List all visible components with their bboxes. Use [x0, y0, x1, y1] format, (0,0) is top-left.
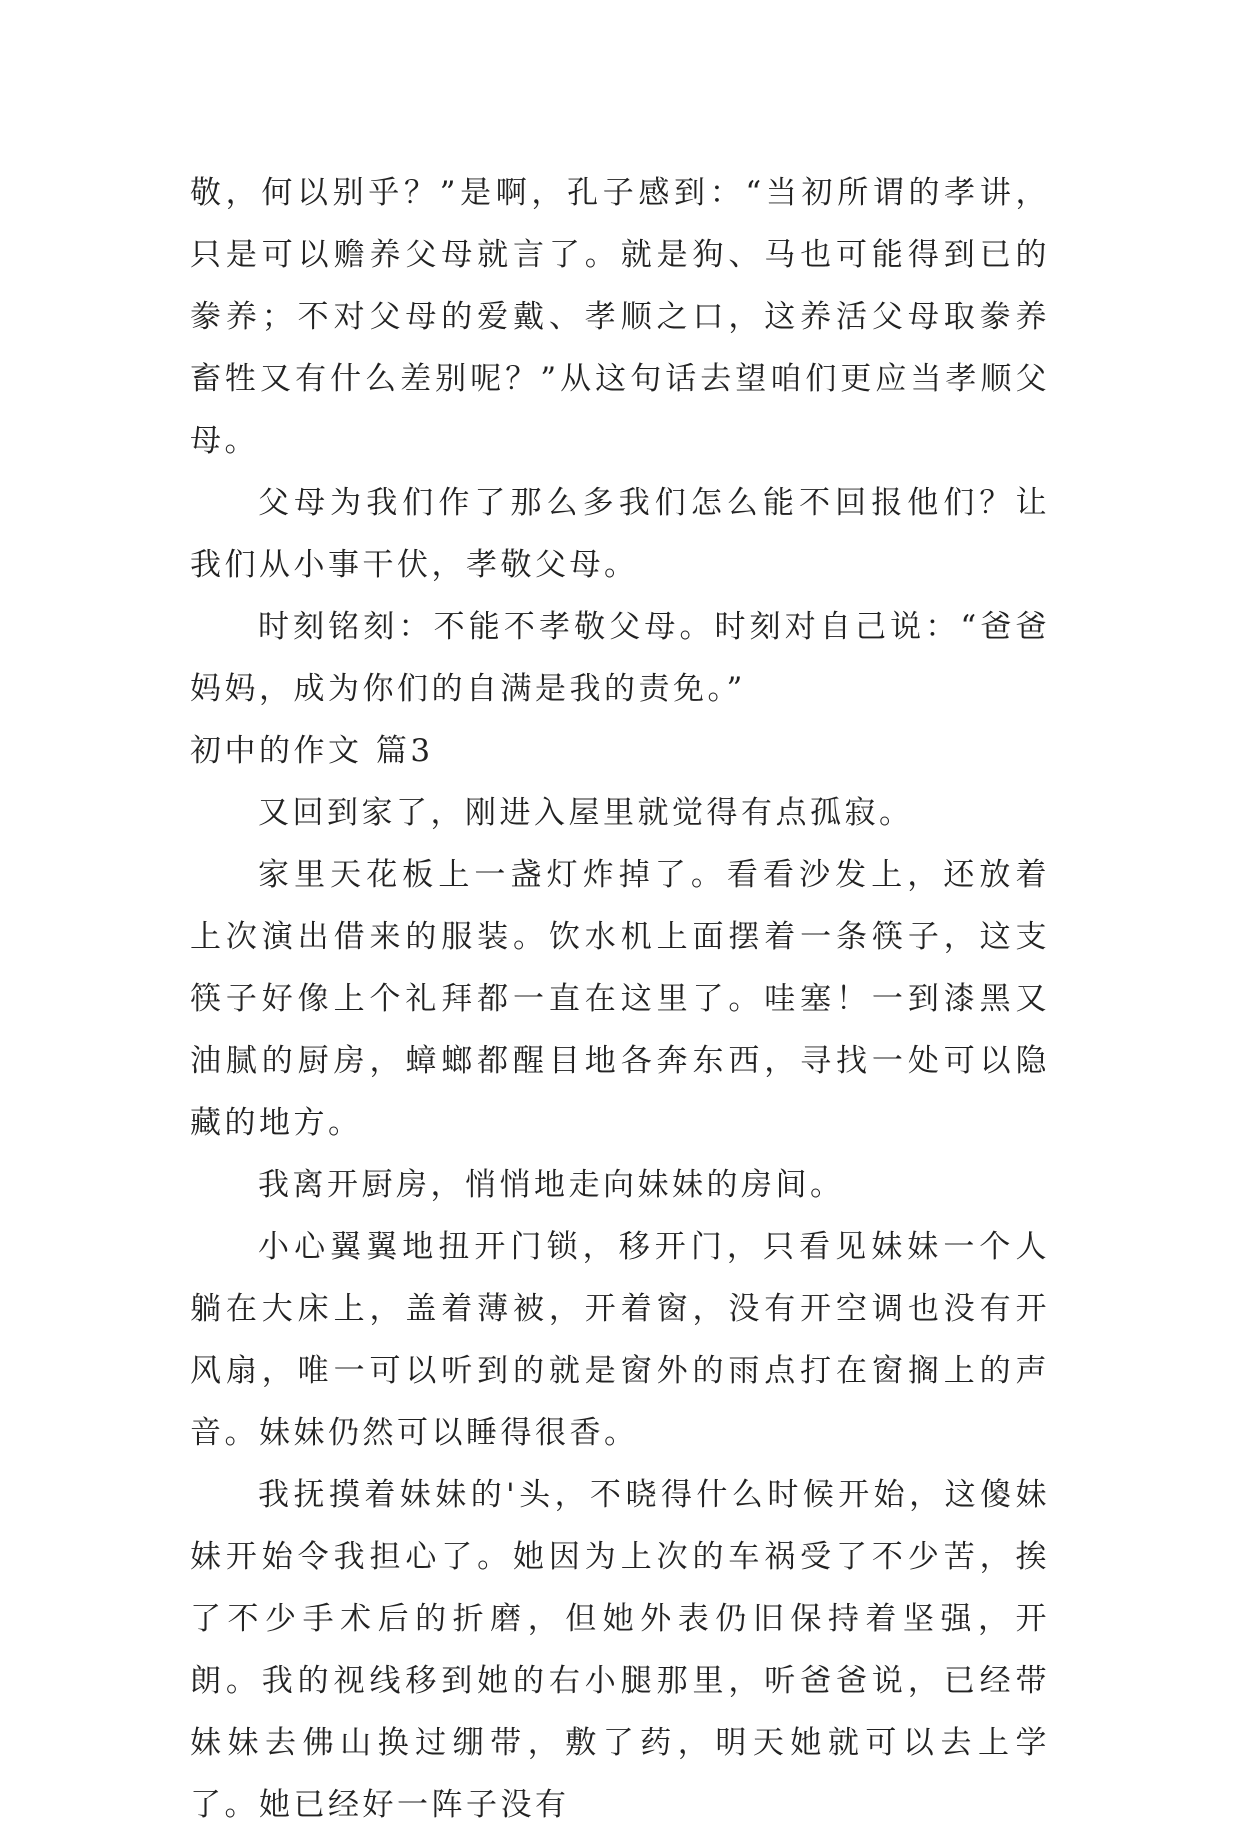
document-body	[190, 162, 1050, 1836]
section-heading: 初中的作文 篇3	[190, 733, 434, 769]
paragraph: 又回到家了，刚进入屋里就觉得有点孤寂。	[258, 795, 914, 831]
paragraph: 敬，何以别乎？”是啊，孔子感到：“当初所谓的孝讲，只是可以赡养父母就言了。就是狗、马也可能得到已的豢养；不对父母的爱戴、孝顺之口，这养活父母取豢养畜牲又有什么差别呢？”从这句话去望咱们更应当孝顺父母。	[190, 175, 1050, 459]
paragraph: 家里天花板上一盏灯炸掉了。看看沙发上，还放着上次演出借来的服装。饮水机上面摆着一条筷子，这支筷子好像上个礼拜都一直在这里了。哇塞！一到漆黑又油腻的厨房，蟑螂都醒目地各奔东西，寻找一处可以隐藏的地方。	[190, 857, 1050, 1141]
paragraph: 时刻铭刻：不能不孝敬父母。时刻对自己说：“爸爸妈妈，成为你们的自满是我的责免。”	[190, 609, 1050, 707]
paragraph: 我抚摸着妹妹的'头，不晓得什么时候开始，这傻妹妹开始令我担心了。她因为上次的车祸受了不少苦，挨了不少手术后的折磨，但她外表仍旧保持着坚强，开朗。我的视线移到她的右小腿那里，听爸爸说，已经带妹妹去佛山换过绷带，敷了药，明天她就可以去上学了。她已经好一阵子没有	[190, 1477, 1050, 1823]
paragraph: 小心翼翼地扭开门锁，移开门，只看见妹妹一个人躺在大床上，盖着薄被，开着窗，没有开空调也没有开风扇，唯一可以听到的就是窗外的雨点打在窗搁上的声音。妹妹仍然可以睡得很香。	[190, 1229, 1050, 1451]
paragraph: 父母为我们作了那么多我们怎么能不回报他们？让我们从小事干伏，孝敬父母。	[190, 485, 1050, 583]
paragraph: 我离开厨房，悄悄地走向妹妹的房间。	[258, 1167, 845, 1203]
